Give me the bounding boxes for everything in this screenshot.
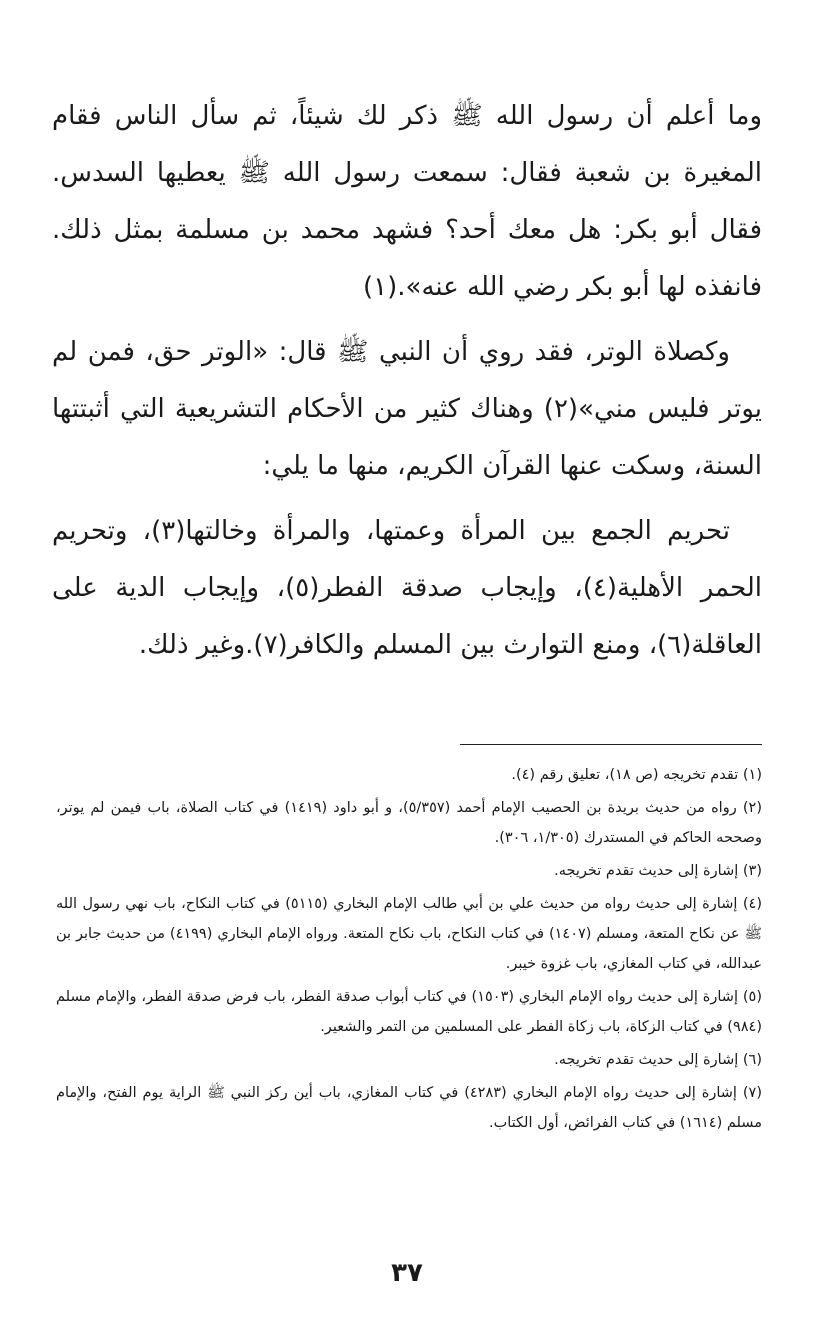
footnote-6: (٦) إشارة إلى حديث تقدم تخريجه. (554, 1052, 762, 1068)
footnote-4: (٤) إشارة إلى حديث رواه من حديث علي بن أبي طالب الإمام البخاري (٥١١٥) في كتاب النكاح، باب نهي رسول الله ﷺ عن نكاح المتعة، ومسلم (١٤٠٧) في كتاب النكاح، باب نكاح المتعة. ورواه الإمام البخاري (٤١٩٩) من حديث جابر بن عبدالله، في كتاب المغازي، باب غزوة خيبر. (56, 896, 762, 972)
footnote-1: (١) تقدم تخريجه (ص ١٨)، تعليق رقم (٤). (511, 767, 762, 783)
footnote-3: (٣) إشارة إلى حديث تقدم تخريجه. (554, 863, 762, 879)
footnote-5: (٥) إشارة إلى حديث رواه الإمام البخاري (١٥٠٣) في كتاب أبواب صدقة الفطر، باب فرض صدقة الفطر، والإمام مسلم (٩٨٤) في كتاب الزكاة، باب زكاة الفطر على المسلمين من التمر والشعير. (56, 989, 762, 1035)
paragraph-1: وما أعلم أن رسول الله ﷺ ذكر لك شيئاً، ثم سأل الناس فقام المغيرة بن شعبة فقال: سمعت رسول الله ﷺ يعطيها السدس. فقال أبو بكر: هل معك أحد؟ فشهد محمد بن مسلمة بمثل ذلك. فانفذه لها أبو بكر رضي الله عنه».(١) (52, 101, 762, 302)
paragraph-2: وكصلاة الوتر، فقد روي أن النبي ﷺ قال: «الوتر حق، فمن لم يوتر فليس مني»(٢) وهناك كثير من الأحكام التشريعية التي أثبتتها السنة، وسكت عنها القرآن الكريم، منها ما يلي: (52, 337, 762, 481)
page-number: ٣٧ (391, 1258, 423, 1288)
footnote-2: (٢) رواه من حديث بريدة بن الحصيب الإمام أحمد (٥/٣٥٧)، و أبو داود (١٤١٩) في كتاب الصلاة، باب فيمن لم يوتر، وصححه الحاكم في المستدرك (١/٣٠٥، ٣٠٦). (56, 800, 763, 846)
footnotes (56, 760, 762, 1141)
paragraph-3: تحريم الجمع بين المرأة وعمتها، والمرأة وخالتها(٣)، وتحريم الحمر الأهلية(٤)، وإيجاب صدقة الفطر(٥)، وإيجاب الدية على العاقلة(٦)، ومنع التوارث بين المسلم والكافر(٧).وغير ذلك. (52, 516, 763, 660)
main-text (52, 88, 762, 682)
footnote-separator (460, 744, 762, 745)
footnote-7: (٧) إشارة إلى حديث رواه الإمام البخاري (٤٢٨٣) في كتاب المغازي، باب أين ركز النبي ﷺ الراية يوم الفتح، والإمام مسلم (١٦١٤) في كتاب الفرائض، أول الكتاب. (56, 1085, 762, 1131)
